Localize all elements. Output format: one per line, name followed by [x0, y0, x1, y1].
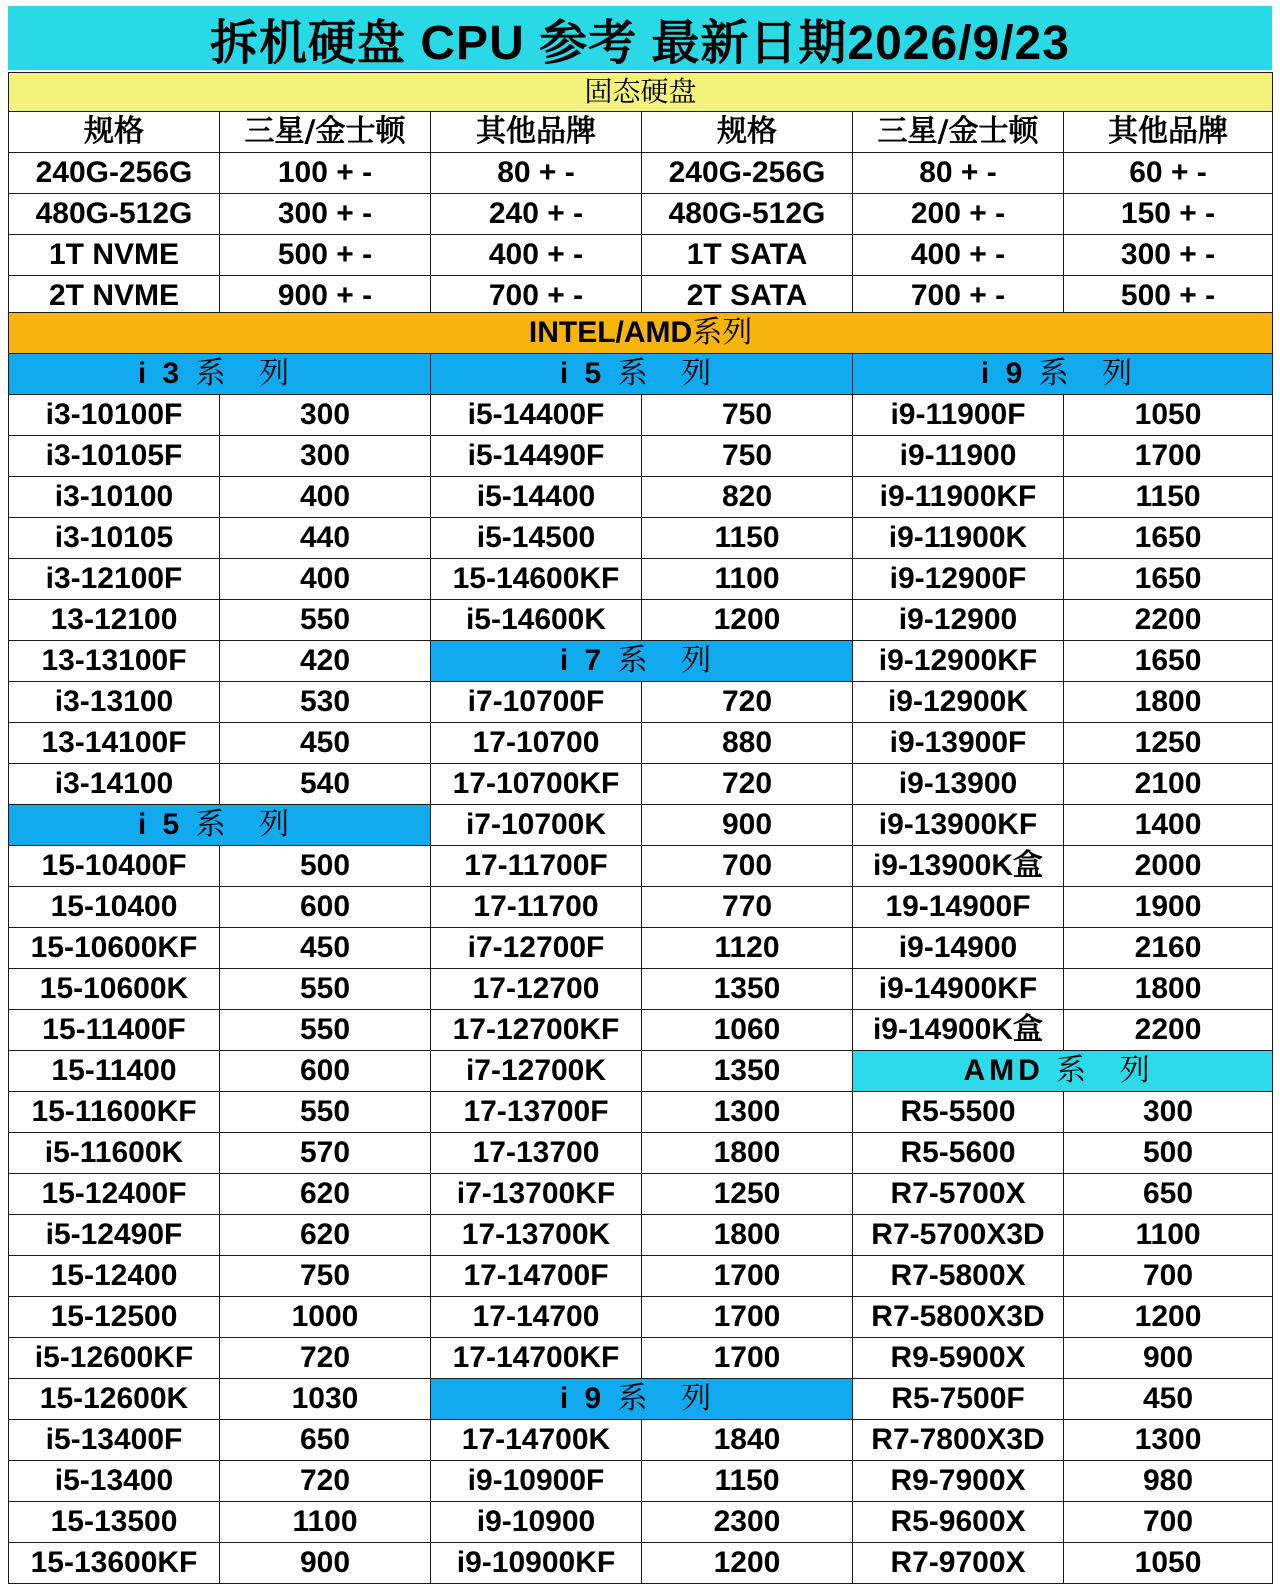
cpu-model-cell: i7-12700K — [431, 1051, 642, 1092]
cpu-price-cell: 570 — [220, 1133, 431, 1174]
cpu-model-cell: 15-10600K — [9, 969, 220, 1010]
band-latin: INTEL/AMD — [528, 316, 693, 349]
cpu-price-cell: 2100 — [1064, 764, 1273, 805]
cpu-price-cell: 1650 — [1064, 559, 1273, 600]
cpu-price-cell: 2200 — [1064, 1010, 1273, 1051]
cpu-model-cell: 15-10400 — [9, 887, 220, 928]
cpu-price-cell: 720 — [220, 1338, 431, 1379]
cpu-price-cell: 900 — [220, 1543, 431, 1584]
cpu-price-cell: 600 — [220, 1051, 431, 1092]
ssd-price-cell: 700 + - — [431, 276, 642, 317]
ssd-price-cell: 400 + - — [853, 235, 1064, 276]
cpu-row — [9, 723, 1273, 764]
cpu-model-cell: i9-13900F — [853, 723, 1064, 764]
cpu-price-cell: 1840 — [642, 1420, 853, 1461]
cpu-model-cell: i9-14900K盒 — [853, 1010, 1064, 1051]
cpu-row — [9, 969, 1273, 1010]
cpu-model-cell: i9-14900 — [853, 928, 1064, 969]
ssd-price-cell: 500 + - — [220, 235, 431, 276]
cpu-model-cell: 15-12400F — [9, 1174, 220, 1215]
ssd-spec-cell: 1T NVME — [9, 235, 220, 276]
column-header: 三星/金士顿 — [853, 112, 1064, 153]
cpu-price-cell: 2300 — [642, 1502, 853, 1543]
cpu-row — [9, 559, 1273, 600]
cpu-price-cell: 900 — [642, 805, 853, 846]
ssd-price-cell: 700 + - — [853, 276, 1064, 317]
cpu-model-cell: i7-10700K — [431, 805, 642, 846]
cpu-price-cell: 720 — [642, 764, 853, 805]
cpu-price-cell: 500 — [220, 846, 431, 887]
cpu-model-cell: i9-10900F — [431, 1461, 642, 1502]
cpu-row — [9, 1174, 1273, 1215]
cpu-model-cell: i3-10100F — [9, 395, 220, 436]
cpu-row — [9, 436, 1273, 477]
ssd-section-row — [9, 73, 1273, 112]
cpu-price-cell: 1900 — [1064, 887, 1273, 928]
cpu-model-cell: i3-10105F — [9, 436, 220, 477]
cpu-price-cell: 1050 — [1064, 395, 1273, 436]
cpu-model-cell: i5-14600K — [431, 600, 642, 641]
ssd-price-cell: 400 + - — [431, 235, 642, 276]
cpu-model-cell: i9-13900K盒 — [853, 846, 1064, 887]
cpu-model-cell: 17-12700KF — [431, 1010, 642, 1051]
cpu-model-cell: R9-5900X — [853, 1338, 1064, 1379]
cpu-price-cell: 2160 — [1064, 928, 1273, 969]
cpu-price-cell: 1800 — [1064, 969, 1273, 1010]
cpu-model-cell: R7-5700X3D — [853, 1215, 1064, 1256]
cpu-price-cell: 1650 — [1064, 518, 1273, 559]
cpu-price-cell: 540 — [220, 764, 431, 805]
cpu-price-cell: 650 — [220, 1420, 431, 1461]
cpu-model-cell: i9-12900KF — [853, 641, 1064, 682]
cpu-model-cell: 17-11700F — [431, 846, 642, 887]
column-header: 其他品牌 — [1064, 112, 1273, 153]
section-header-i5 — [9, 805, 431, 846]
cpu-row — [9, 928, 1273, 969]
cpu-model-cell: 17-10700 — [431, 723, 642, 764]
cpu-price-cell: 750 — [642, 395, 853, 436]
cpu-model-cell: R5-5600 — [853, 1133, 1064, 1174]
cpu-price-cell: 530 — [220, 682, 431, 723]
cpu-price-cell: 1250 — [1064, 723, 1273, 764]
cpu-price-cell: 700 — [1064, 1502, 1273, 1543]
ssd-row — [9, 235, 1273, 276]
ssd-price-cell: 300 + - — [220, 194, 431, 235]
cpu-price-cell: 1700 — [642, 1338, 853, 1379]
cpu-model-cell: i7-10700F — [431, 682, 642, 723]
cpu-price-cell: 1700 — [1064, 436, 1273, 477]
cpu-row — [9, 395, 1273, 436]
cpu-model-cell: i7-13700KF — [431, 1174, 642, 1215]
cpu-row — [9, 354, 1273, 395]
cpu-price-cell: 450 — [220, 723, 431, 764]
cpu-model-cell: 17-11700 — [431, 887, 642, 928]
cpu-model-cell: 17-14700F — [431, 1256, 642, 1297]
cpu-model-cell: 17-10700KF — [431, 764, 642, 805]
cpu-model-cell: 15-12500 — [9, 1297, 220, 1338]
section-header-i5 — [431, 354, 853, 395]
cpu-model-cell: i9-13900KF — [853, 805, 1064, 846]
section-header-amd — [853, 1051, 1273, 1092]
section-label: 系 列 — [617, 643, 724, 678]
page-title: 拆机硬盘 CPU 参考 最新日期2026/9/23 — [8, 6, 1272, 70]
cpu-model-cell: i9-12900 — [853, 600, 1064, 641]
cpu-model-cell: i5-12600KF — [9, 1338, 220, 1379]
ssd-spec-cell: 240G-256G — [9, 153, 220, 194]
ssd-spec-cell: 2T SATA — [642, 276, 853, 317]
cpu-price-cell: 750 — [642, 436, 853, 477]
cpu-price-cell: 1050 — [1064, 1543, 1273, 1584]
cpu-price-cell: 900 — [1064, 1338, 1273, 1379]
ssd-price-cell: 300 + - — [1064, 235, 1273, 276]
cpu-price-cell: 1250 — [642, 1174, 853, 1215]
cpu-model-cell: 15-11600KF — [9, 1092, 220, 1133]
cpu-model-cell: i9-13900 — [853, 764, 1064, 805]
cpu-price-cell: 1000 — [220, 1297, 431, 1338]
ssd-price-cell: 900 + - — [220, 276, 431, 317]
cpu-row — [9, 518, 1273, 559]
ssd-price-table — [8, 72, 1273, 317]
cpu-price-cell: 500 — [1064, 1133, 1273, 1174]
ssd-spec-cell: 480G-512G — [642, 194, 853, 235]
cpu-model-cell: R7-5800X3D — [853, 1297, 1064, 1338]
cpu-model-cell: R7-7800X3D — [853, 1420, 1064, 1461]
cpu-row — [9, 887, 1273, 928]
cpu-price-cell: 550 — [220, 969, 431, 1010]
cpu-price-cell: 620 — [220, 1174, 431, 1215]
cpu-model-cell: 19-14900F — [853, 887, 1064, 928]
cpu-price-cell: 720 — [642, 682, 853, 723]
cpu-price-cell: 420 — [220, 641, 431, 682]
ssd-price-cell: 200 + - — [853, 194, 1064, 235]
section-header-i7 — [431, 641, 853, 682]
ssd-price-cell: 100 + - — [220, 153, 431, 194]
ssd-header-row — [9, 112, 1273, 153]
cpu-row — [9, 477, 1273, 518]
cpu-price-cell: 2200 — [1064, 600, 1273, 641]
cpu-price-cell: 400 — [220, 477, 431, 518]
cpu-model-cell: i9-10900KF — [431, 1543, 642, 1584]
cpu-price-cell: 1350 — [642, 969, 853, 1010]
cpu-price-cell: 600 — [220, 887, 431, 928]
cpu-model-cell: i9-11900F — [853, 395, 1064, 436]
cpu-price-cell: 770 — [642, 887, 853, 928]
cpu-model-cell: i5-13400F — [9, 1420, 220, 1461]
cpu-model-cell: i5-13400 — [9, 1461, 220, 1502]
cpu-row — [9, 1461, 1273, 1502]
cpu-model-cell: i5-14500 — [431, 518, 642, 559]
cpu-model-cell: i3-14100 — [9, 764, 220, 805]
cpu-row — [9, 641, 1273, 682]
cpu-price-cell: 1150 — [1064, 477, 1273, 518]
cpu-price-cell: 1030 — [220, 1379, 431, 1420]
section-series: AMD — [963, 1054, 1057, 1087]
cpu-price-cell: 1700 — [642, 1297, 853, 1338]
cpu-model-cell: i9-12900K — [853, 682, 1064, 723]
cpu-model-cell: R5-9600X — [853, 1502, 1064, 1543]
cpu-price-cell: 1650 — [1064, 641, 1273, 682]
cpu-row — [9, 1543, 1273, 1584]
cpu-model-cell: 15-11400F — [9, 1010, 220, 1051]
column-header: 其他品牌 — [431, 112, 642, 153]
cpu-model-cell: R7-5700X — [853, 1174, 1064, 1215]
cpu-model-cell: i9-14900KF — [853, 969, 1064, 1010]
cpu-model-cell: 15-11400 — [9, 1051, 220, 1092]
cpu-price-cell: 1300 — [1064, 1420, 1273, 1461]
cpu-price-cell: 700 — [642, 846, 853, 887]
cpu-model-cell: i9-12900F — [853, 559, 1064, 600]
cpu-row — [9, 682, 1273, 723]
section-label: 系 列 — [1056, 1053, 1162, 1088]
cpu-price-cell: 1100 — [642, 559, 853, 600]
cpu-model-cell: R5-7500F — [853, 1379, 1064, 1420]
ssd-row — [9, 194, 1273, 235]
cpu-row — [9, 1092, 1273, 1133]
cpu-model-cell: i9-11900K — [853, 518, 1064, 559]
column-header: 规格 — [9, 112, 220, 153]
section-header-i3 — [9, 354, 431, 395]
cpu-model-cell: 15-12600K — [9, 1379, 220, 1420]
section-label: 系 列 — [195, 807, 302, 842]
cpu-model-cell: i3-10100 — [9, 477, 220, 518]
cpu-model-cell: R5-5500 — [853, 1092, 1064, 1133]
cpu-model-cell: i9-11900KF — [853, 477, 1064, 518]
cpu-model-cell: i3-12100F — [9, 559, 220, 600]
section-series: i 3 — [137, 357, 196, 390]
cpu-model-cell: 17-14700KF — [431, 1338, 642, 1379]
section-label: 系 列 — [617, 1381, 724, 1416]
section-label: 系 列 — [195, 356, 302, 391]
cpu-model-cell: 17-12700 — [431, 969, 642, 1010]
cpu-price-cell: 300 — [220, 436, 431, 477]
cpu-price-cell: 720 — [220, 1461, 431, 1502]
cpu-price-cell: 1120 — [642, 928, 853, 969]
ssd-spec-cell: 480G-512G — [9, 194, 220, 235]
section-series: i 7 — [559, 644, 618, 677]
cpu-price-cell: 1200 — [642, 600, 853, 641]
cpu-price-cell: 550 — [220, 1010, 431, 1051]
cpu-price-cell: 1800 — [1064, 682, 1273, 723]
ssd-spec-cell: 240G-256G — [642, 153, 853, 194]
cpu-model-cell: R7-9700X — [853, 1543, 1064, 1584]
cpu-model-cell: R7-5800X — [853, 1256, 1064, 1297]
cpu-model-cell: i5-14490F — [431, 436, 642, 477]
cpu-model-cell: 15-14600KF — [431, 559, 642, 600]
cpu-row — [9, 1010, 1273, 1051]
cpu-model-cell: 17-13700 — [431, 1133, 642, 1174]
cpu-model-cell: 13-14100F — [9, 723, 220, 764]
cpu-row — [9, 1215, 1273, 1256]
cpu-band-row — [9, 313, 1273, 354]
cpu-model-cell: i5-11600K — [9, 1133, 220, 1174]
section-label: 系 列 — [617, 356, 724, 391]
cpu-row — [9, 600, 1273, 641]
cpu-price-cell: 880 — [642, 723, 853, 764]
cpu-model-cell: 15-12400 — [9, 1256, 220, 1297]
section-label: 系 列 — [1038, 356, 1145, 391]
cpu-price-cell: 1400 — [1064, 805, 1273, 846]
ssd-price-cell: 150 + - — [1064, 194, 1273, 235]
ssd-section-title: 固态硬盘 — [9, 73, 1273, 112]
cpu-row — [9, 1338, 1273, 1379]
ssd-spec-cell: 2T NVME — [9, 276, 220, 317]
cpu-model-cell: 17-14700K — [431, 1420, 642, 1461]
cpu-price-cell: 1300 — [642, 1092, 853, 1133]
cpu-model-cell: 17-14700 — [431, 1297, 642, 1338]
cpu-price-cell: 1060 — [642, 1010, 853, 1051]
section-series: i 5 — [137, 808, 196, 841]
column-header: 规格 — [642, 112, 853, 153]
cpu-price-cell: 820 — [642, 477, 853, 518]
cpu-price-cell: 1800 — [642, 1133, 853, 1174]
cpu-model-cell: i9-11900 — [853, 436, 1064, 477]
ssd-spec-cell: 1T SATA — [642, 235, 853, 276]
cpu-row — [9, 764, 1273, 805]
cpu-price-cell: 620 — [220, 1215, 431, 1256]
cpu-row — [9, 1420, 1273, 1461]
cpu-model-cell: i5-12490F — [9, 1215, 220, 1256]
cpu-model-cell: 17-13700F — [431, 1092, 642, 1133]
cpu-row — [9, 1133, 1273, 1174]
cpu-model-cell: 15-13500 — [9, 1502, 220, 1543]
cpu-price-cell: 750 — [220, 1256, 431, 1297]
cpu-price-cell: 1150 — [642, 518, 853, 559]
cpu-price-cell: 1100 — [1064, 1215, 1273, 1256]
section-series: i 9 — [980, 357, 1039, 390]
cpu-model-cell: 15-13600KF — [9, 1543, 220, 1584]
cpu-price-cell: 550 — [220, 1092, 431, 1133]
cpu-model-cell: 13-12100 — [9, 600, 220, 641]
cpu-price-cell: 1150 — [642, 1461, 853, 1502]
cpu-price-cell: 1100 — [220, 1502, 431, 1543]
cpu-model-cell: i3-10105 — [9, 518, 220, 559]
cpu-row — [9, 805, 1273, 846]
cpu-price-cell: 2000 — [1064, 846, 1273, 887]
cpu-model-cell: R9-7900X — [853, 1461, 1064, 1502]
cpu-row — [9, 1051, 1273, 1092]
cpu-price-cell: 700 — [1064, 1256, 1273, 1297]
cpu-row — [9, 1502, 1273, 1543]
cpu-price-cell: 1200 — [1064, 1297, 1273, 1338]
cpu-price-cell: 440 — [220, 518, 431, 559]
cpu-model-cell: 13-13100F — [9, 641, 220, 682]
cpu-price-cell: 650 — [1064, 1174, 1273, 1215]
cpu-row — [9, 846, 1273, 887]
band-cn: 系列 — [692, 315, 753, 350]
cpu-price-table — [8, 312, 1273, 1584]
cpu-price-cell: 450 — [1064, 1379, 1273, 1420]
cpu-row — [9, 1256, 1273, 1297]
ssd-row — [9, 153, 1273, 194]
ssd-price-cell: 80 + - — [853, 153, 1064, 194]
column-header: 三星/金士顿 — [220, 112, 431, 153]
ssd-row — [9, 276, 1273, 317]
cpu-price-cell: 300 — [220, 395, 431, 436]
cpu-model-cell: i5-14400 — [431, 477, 642, 518]
ssd-price-cell: 500 + - — [1064, 276, 1273, 317]
section-series: i 9 — [559, 1382, 618, 1415]
cpu-model-cell: i9-10900 — [431, 1502, 642, 1543]
cpu-price-cell: 1800 — [642, 1215, 853, 1256]
cpu-price-cell: 980 — [1064, 1461, 1273, 1502]
cpu-price-cell: 400 — [220, 559, 431, 600]
cpu-band-title — [9, 313, 1273, 354]
cpu-model-cell: 15-10400F — [9, 846, 220, 887]
cpu-price-cell: 300 — [1064, 1092, 1273, 1133]
ssd-price-cell: 80 + - — [431, 153, 642, 194]
cpu-model-cell: i7-12700F — [431, 928, 642, 969]
cpu-model-cell: i3-13100 — [9, 682, 220, 723]
ssd-price-cell: 60 + - — [1064, 153, 1273, 194]
section-header-i9 — [431, 1379, 853, 1420]
ssd-price-cell: 240 + - — [431, 194, 642, 235]
cpu-row — [9, 1379, 1273, 1420]
cpu-model-cell: 17-13700K — [431, 1215, 642, 1256]
cpu-price-cell: 550 — [220, 600, 431, 641]
cpu-price-cell: 1200 — [642, 1543, 853, 1584]
section-series: i 5 — [559, 357, 618, 390]
cpu-price-cell: 450 — [220, 928, 431, 969]
section-header-i9 — [853, 354, 1273, 395]
cpu-price-cell: 1350 — [642, 1051, 853, 1092]
cpu-price-cell: 1700 — [642, 1256, 853, 1297]
cpu-row — [9, 1297, 1273, 1338]
cpu-model-cell: 15-10600KF — [9, 928, 220, 969]
cpu-model-cell: i5-14400F — [431, 395, 642, 436]
